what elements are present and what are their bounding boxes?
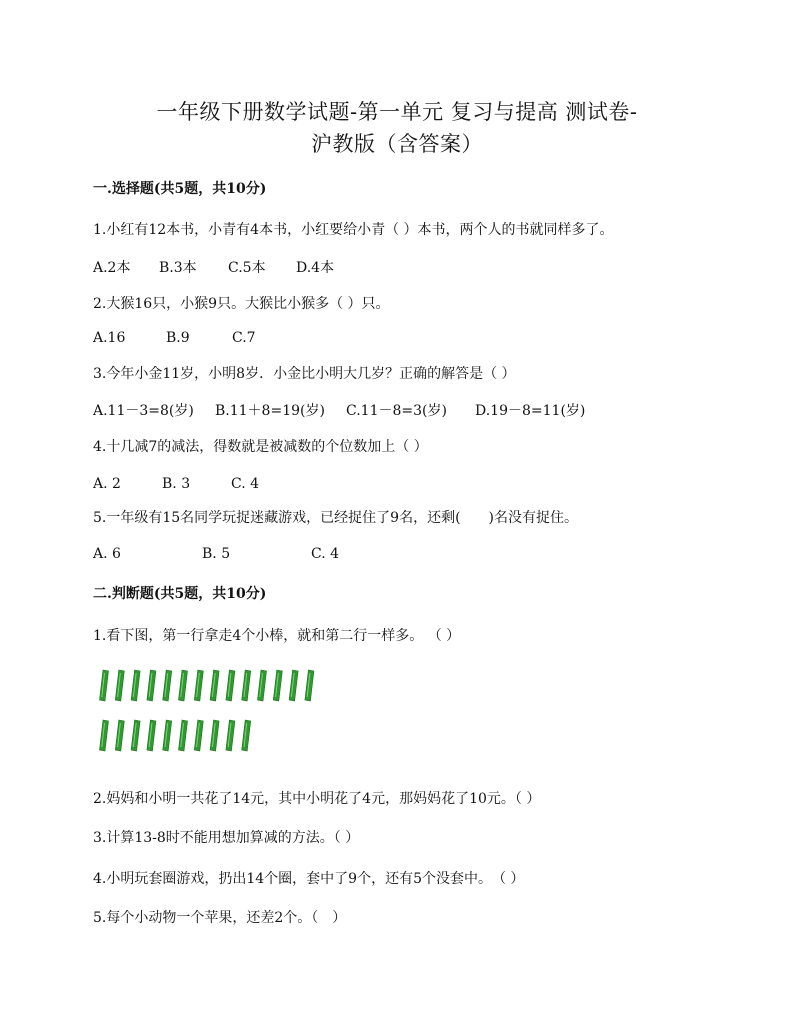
- option-b: B. 3: [162, 476, 191, 492]
- question-text: 3.今年小金11岁，小明8岁．小金比小明大几岁？正确的解答是（ ）: [93, 366, 516, 382]
- option-c: C. 4: [311, 546, 340, 562]
- option-d: D.19－8=11(岁): [475, 403, 586, 419]
- option-a: A. 2: [93, 476, 121, 492]
- sticks-row-1: [100, 670, 314, 701]
- option-b: B. 5: [202, 546, 231, 562]
- question-text: 2.大猴16只，小猴9只。大猴比小猴多（ ）只。: [93, 296, 390, 312]
- section-heading-choice: 一.选择题(共5题，共10分): [93, 181, 267, 197]
- option-c: C.7: [232, 330, 256, 346]
- sticks-figure: [93, 668, 333, 754]
- option-a: A.11－3=8(岁): [93, 403, 194, 419]
- option-d: D.4本: [296, 260, 335, 276]
- option-c: C. 4: [231, 476, 260, 492]
- option-b: B.9: [166, 330, 190, 346]
- question-text: 4.十几减7的减法，得数就是被减数的个位数加上（ ）: [93, 439, 428, 455]
- option-a: A.2本: [93, 260, 131, 276]
- page-title-line-1: 一年级下册数学试题-第一单元 复习与提高 测试卷-: [156, 100, 638, 124]
- option-a: A.16: [93, 330, 126, 346]
- option-c: C.11－8=3(岁): [346, 403, 447, 419]
- question-text: 4.小明玩套圈游戏，扔出14个圈，套中了9个，还有5个没套中。 （ ）: [93, 871, 525, 887]
- question-text: 1.看下图，第一行拿走4个小棒，就和第二行一样多。 （ ）: [93, 628, 461, 644]
- option-c: C.5本: [228, 260, 266, 276]
- option-b: B.3本: [159, 260, 197, 276]
- option-b: B.11＋8=19(岁): [215, 403, 325, 419]
- question-text: 2.妈妈和小明一共花了14元，其中小明花了4元，那妈妈花了10元。（ ）: [93, 791, 541, 807]
- question-text: 5.每个小动物一个苹果，还差2个。（ ）: [93, 910, 347, 926]
- sticks-row-2: [100, 720, 251, 751]
- question-text: 1.小红有12本书，小青有4本书，小红要给小青（ ）本书，两个人的书就同样多了。: [93, 222, 614, 238]
- page-title-line-2: 沪教版（含答案）: [311, 132, 483, 156]
- question-text: 5.一年级有15名同学玩捉迷藏游戏，已经捉住了9名，还剩( )名没有捉住。: [93, 510, 579, 526]
- question-text: 3.计算13-8时不能用想加算减的方法。（ ）: [93, 830, 360, 846]
- section-heading-judgement: 二.判断题(共5题，共10分): [93, 586, 267, 602]
- option-a: A. 6: [93, 546, 121, 562]
